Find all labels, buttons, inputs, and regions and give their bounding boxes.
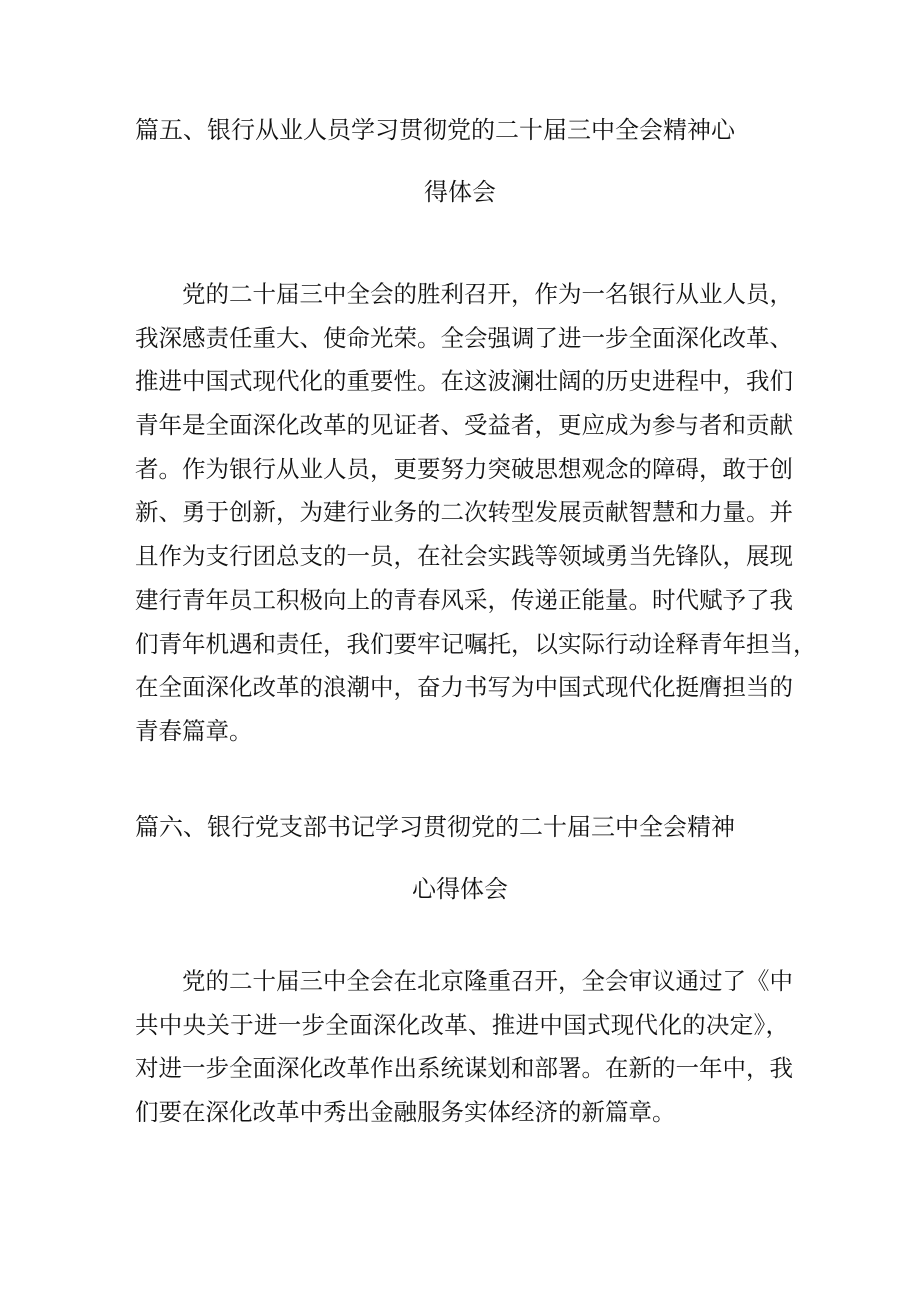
paragraph-line: 推进中国式现代化的重要性。在这波澜壮阔的历史进程中，我们 [135,367,793,396]
section-6-heading [135,796,785,920]
paragraph-line: 青春篇章。 [135,716,253,745]
heading-line: 篇六、银行党支部书记学习贯彻党的二十届三中全会精神 [135,813,735,841]
section-5-heading [135,99,785,223]
paragraph-line: 我深感责任重大、使命光荣。全会强调了进一步全面深化改革、 [135,323,793,352]
heading-line: 得体会 [424,178,496,206]
heading-line: 心得体会 [412,875,508,903]
paragraph-line: 党的二十届三中全会的胜利召开，作为一名银行从业人员， [182,280,793,308]
heading-line: 篇五、银行从业人员学习贯彻党的二十届三中全会精神心 [135,116,735,144]
paragraph-line: 们要在深化改革中秀出金融服务实体经济的新篇章。 [135,1098,676,1127]
paragraph-line: 共中央关于进一步全面深化改革、推进中国式现代化的决定》， [135,1010,789,1039]
paragraph-line: 们青年机遇和责任，我们要牢记嘱托，以实际行动诠释青年担当， [135,629,817,658]
paragraph-line: 青年是全面深化改革的见证者、受益者，更应成为参与者和贡献 [135,411,793,440]
paragraph-line: 者。作为银行从业人员，更要努力突破思想观念的障碍，敢于创 [135,454,793,483]
paragraph-line: 新、勇于创新，为建行业务的二次转型发展贡献智慧和力量。并 [135,498,793,527]
section-5-paragraph [135,273,817,754]
paragraph-line: 党的二十届三中全会在北京隆重召开，全会审议通过了《中 [182,967,793,995]
section-6-paragraph [135,960,793,1135]
paragraph-line: 建行青年员工积极向上的青春风采，传递正能量。时代赋予了我 [135,585,793,614]
paragraph-line: 对进一步全面深化改革作出系统谋划和部署。在新的一年中，我 [135,1054,793,1083]
paragraph-line: 且作为支行团总支的一员，在社会实践等领域勇当先锋队，展现 [135,542,793,571]
paragraph-line: 在全面深化改革的浪潮中，奋力书写为中国式现代化挺膺担当的 [135,673,793,702]
